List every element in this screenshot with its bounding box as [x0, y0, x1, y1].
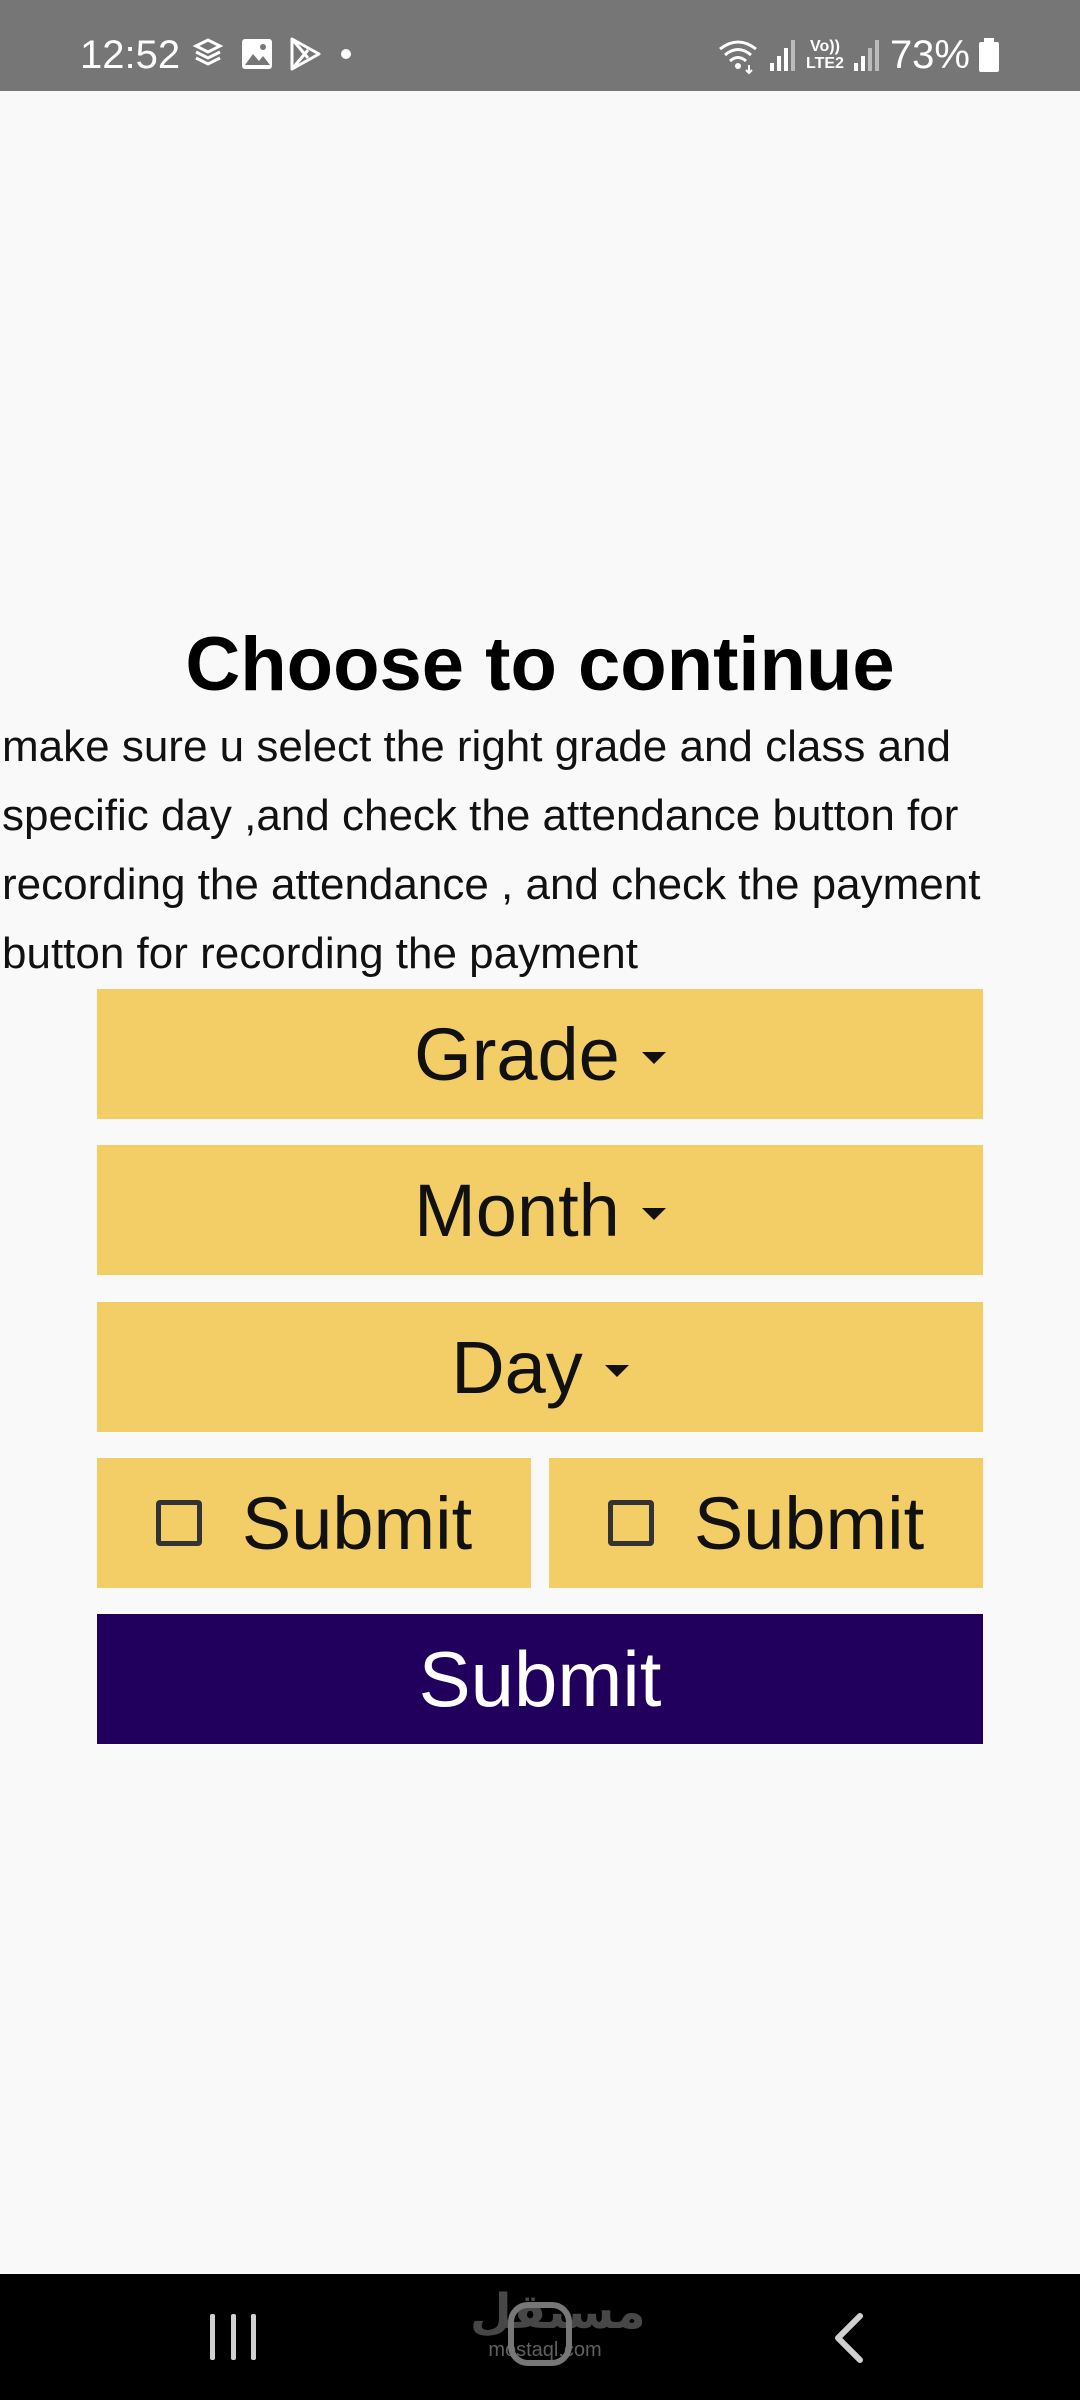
gallery-icon: [240, 37, 274, 71]
home-icon[interactable]: [508, 2302, 572, 2366]
wifi-icon: [716, 35, 760, 75]
submit-button[interactable]: Submit: [97, 1614, 983, 1744]
watermark-text: mostaql.com: [488, 2339, 602, 2361]
month-dropdown-label: Month: [414, 1168, 620, 1252]
checkbox-icon[interactable]: [608, 1500, 654, 1546]
watermark-logo: مستقل: [470, 2286, 646, 2339]
grade-dropdown[interactable]: [97, 989, 983, 1119]
day-dropdown-label: Day: [451, 1325, 583, 1409]
payment-checkbox-label: Submit: [693, 1481, 925, 1565]
back-icon[interactable]: [826, 2310, 874, 2366]
recents-icon[interactable]: [210, 2314, 256, 2360]
status-left-icons: [190, 34, 356, 74]
notification-icon: [190, 36, 226, 72]
attendance-checkbox[interactable]: [97, 1458, 531, 1588]
battery-icon: [978, 37, 1000, 73]
dot-icon: [336, 44, 356, 64]
status-bar: [0, 0, 1080, 91]
status-right-icons: [716, 30, 1000, 80]
battery-percent: 73%: [889, 33, 970, 77]
lte2-label: LTE2: [806, 55, 844, 72]
play-store-icon: [288, 36, 322, 72]
chevron-down-icon: [642, 1208, 666, 1220]
day-dropdown[interactable]: [97, 1302, 983, 1432]
navigation-bar: [0, 2274, 1080, 2400]
payment-checkbox[interactable]: [549, 1458, 983, 1588]
chevron-down-icon: [642, 1052, 666, 1064]
attendance-checkbox-label: Submit: [241, 1481, 473, 1565]
status-time: 12:52: [80, 33, 181, 77]
checkbox-icon[interactable]: [156, 1500, 202, 1546]
volte-lte2-icon: [806, 38, 844, 72]
signal-icon: [768, 37, 798, 73]
chevron-down-icon: [605, 1365, 629, 1377]
grade-dropdown-label: Grade: [414, 1012, 620, 1096]
month-dropdown[interactable]: [97, 1145, 983, 1275]
instructions-text: make sure u select the right grade and class and specific day ,and check the attendance button for recording the attendance , and check the payment button for recording the payment: [2, 722, 981, 978]
volte-label: Vo)): [810, 38, 840, 55]
page-title: Choose to continue: [185, 622, 895, 707]
signal-icon-2: [852, 37, 882, 73]
